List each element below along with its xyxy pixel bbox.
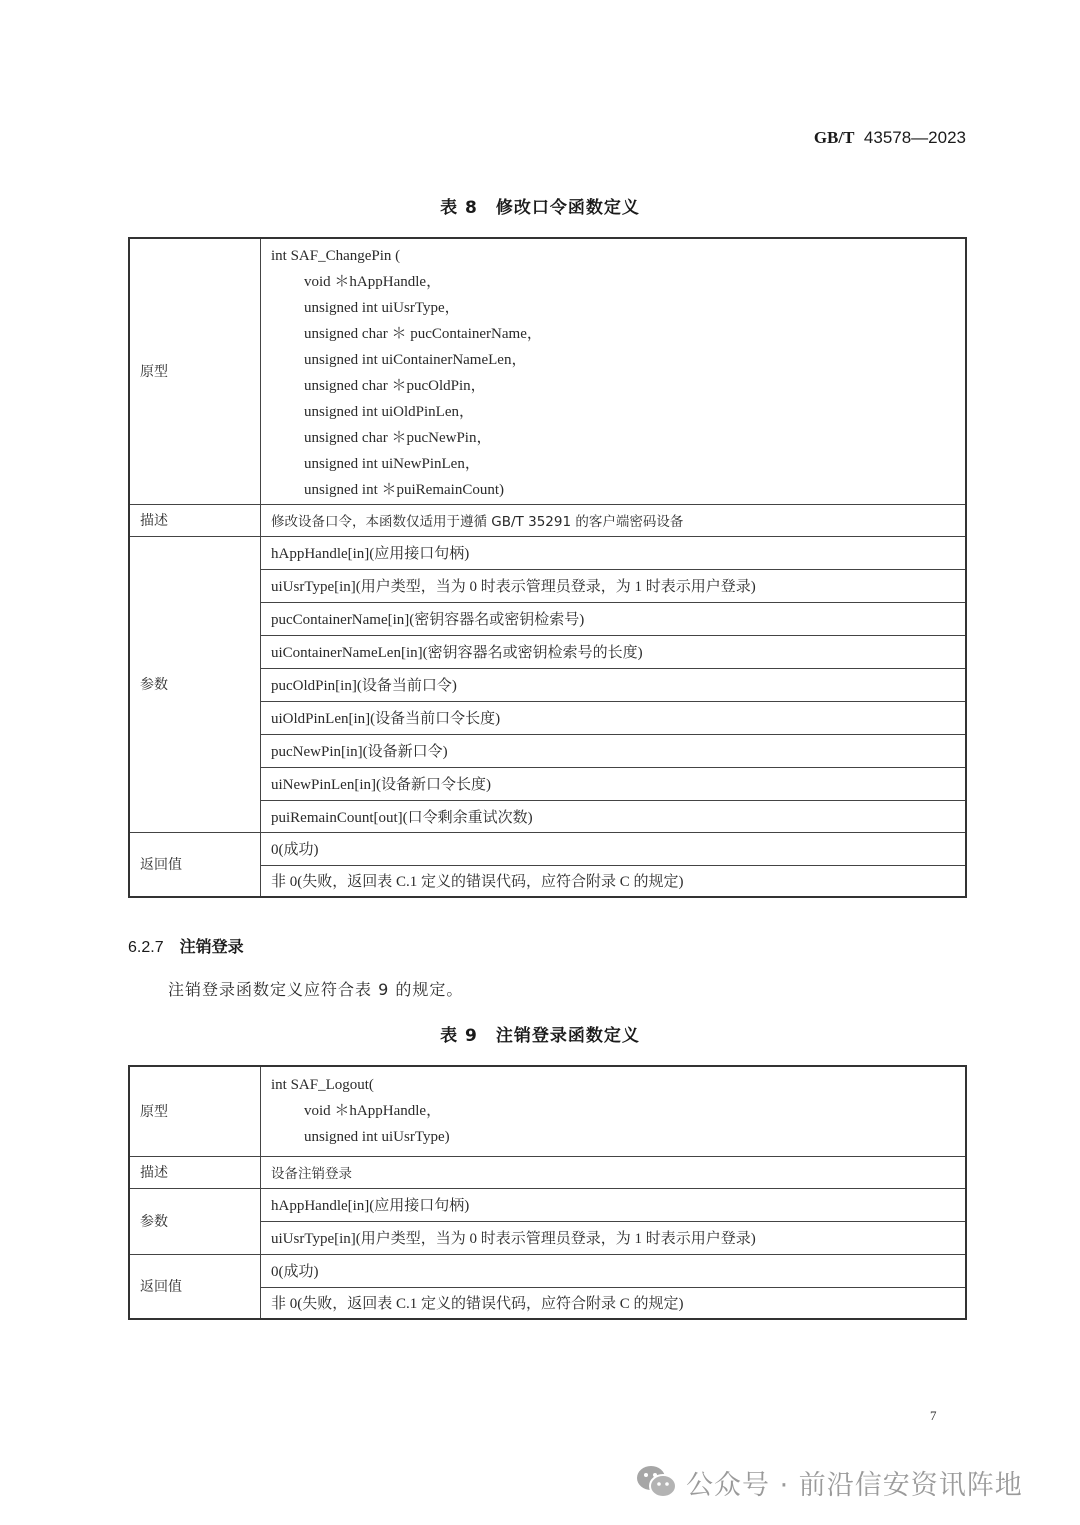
section-title: 注销登录 [179,937,244,956]
return-label: 返回值 [129,1254,261,1319]
param-cell: pucNewPin[in](设备新口令) [261,734,967,767]
description-label: 描述 [129,1156,261,1188]
standard-number [780,128,966,148]
prototype-line: unsigned int uiNewPinLen， [304,455,480,472]
prototype-line: unsigned int ＊puiRemainCount) [304,481,504,498]
description-label: 描述 [129,504,261,536]
prototype-line: unsigned char ＊pucOldPin， [304,377,486,394]
return-cell: 0(成功) [261,832,967,865]
param-cell: uiOldPinLen[in](设备当前口令长度) [261,701,967,734]
params-label: 参数 [129,1188,261,1254]
prototype-line: void ＊hAppHandle， [304,273,442,290]
wechat-icon [636,1464,678,1500]
prototype-line: unsigned char ＊pucNewPin， [304,429,492,446]
description-cell: 设备注销登录 [261,1156,967,1188]
param-cell: uiUsrType[in](用户类型，当为 0 时表示管理员登录，为 1 时表示用户登录) [261,569,967,602]
param-cell: pucOldPin[in](设备当前口令) [261,668,967,701]
param-cell: hAppHandle[in](应用接口句柄) [261,1188,967,1221]
param-cell: uiContainerNameLen[in](密钥容器名或密钥检索号的长度) [261,635,967,668]
section-paragraph: 注销登录函数定义应符合表 9 的规定。 [168,980,464,999]
table8-caption: 表 8 修改口令函数定义 [440,198,640,218]
prototype-line: void ＊hAppHandle， [304,1103,442,1120]
prototype-line: unsigned int uiUsrType) [304,1129,450,1146]
prototype-line: unsigned int uiUsrType， [304,299,460,316]
table9-description-row [129,1156,966,1188]
table9-return-row [129,1254,966,1287]
section-number: 6.2.7 [128,939,164,956]
prototype-line: int SAF_ChangePin ( [271,247,401,264]
standard-code: 43578—2023 [863,128,966,147]
description-cell: 修改设备口令，本函数仅适用于遵循 GB/T 35291 的客户端密码设备 [261,504,967,536]
return-label: 返回值 [129,832,261,897]
table8-return-row [129,832,966,865]
watermark-text: 公众号 · 前沿信安资讯阵地 [686,1469,1023,1501]
prototype-line: unsigned int uiOldPinLen， [304,403,474,420]
prototype-cell [261,238,967,504]
param-cell: uiUsrType[in](用户类型，当为 0 时表示管理员登录，为 1 时表示用户登录) [261,1221,967,1254]
table9 [128,1065,967,1320]
prototype-line: unsigned int uiContainerNameLen， [304,351,527,368]
return-cell: 非 0(失败，返回表 C.1 定义的错误代码，应符合附录 C 的规定) [261,1287,967,1319]
prototype-label: 原型 [129,238,261,504]
param-cell: puiRemainCount[out](口令剩余重试次数) [261,800,967,832]
table9-caption: 表 9 注销登录函数定义 [440,1026,640,1046]
return-cell: 非 0(失败，返回表 C.1 定义的错误代码，应符合附录 C 的规定) [261,865,967,897]
prototype-line: int SAF_Logout( [271,1077,374,1094]
prototype-cell [261,1066,967,1156]
section-heading [128,934,244,957]
table8-param-row [129,536,966,569]
table8 [128,237,967,898]
table9-param-row [129,1188,966,1221]
param-cell: uiNewPinLen[in](设备新口令长度) [261,767,967,800]
watermark [636,1460,1023,1504]
prototype-label: 原型 [129,1066,261,1156]
param-cell: hAppHandle[in](应用接口句柄) [261,536,967,569]
table9-prototype-row [129,1066,966,1156]
params-label: 参数 [129,536,261,832]
prototype-line: unsigned char ＊ pucContainerName， [304,325,542,342]
table8-prototype-row [129,238,966,504]
table8-description-row [129,504,966,536]
return-cell: 0(成功) [261,1254,967,1287]
standard-prefix: GB/T [813,128,855,147]
param-cell: pucContainerName[in](密钥容器名或密钥检索号) [261,602,967,635]
page-number: 7 [930,1408,937,1423]
